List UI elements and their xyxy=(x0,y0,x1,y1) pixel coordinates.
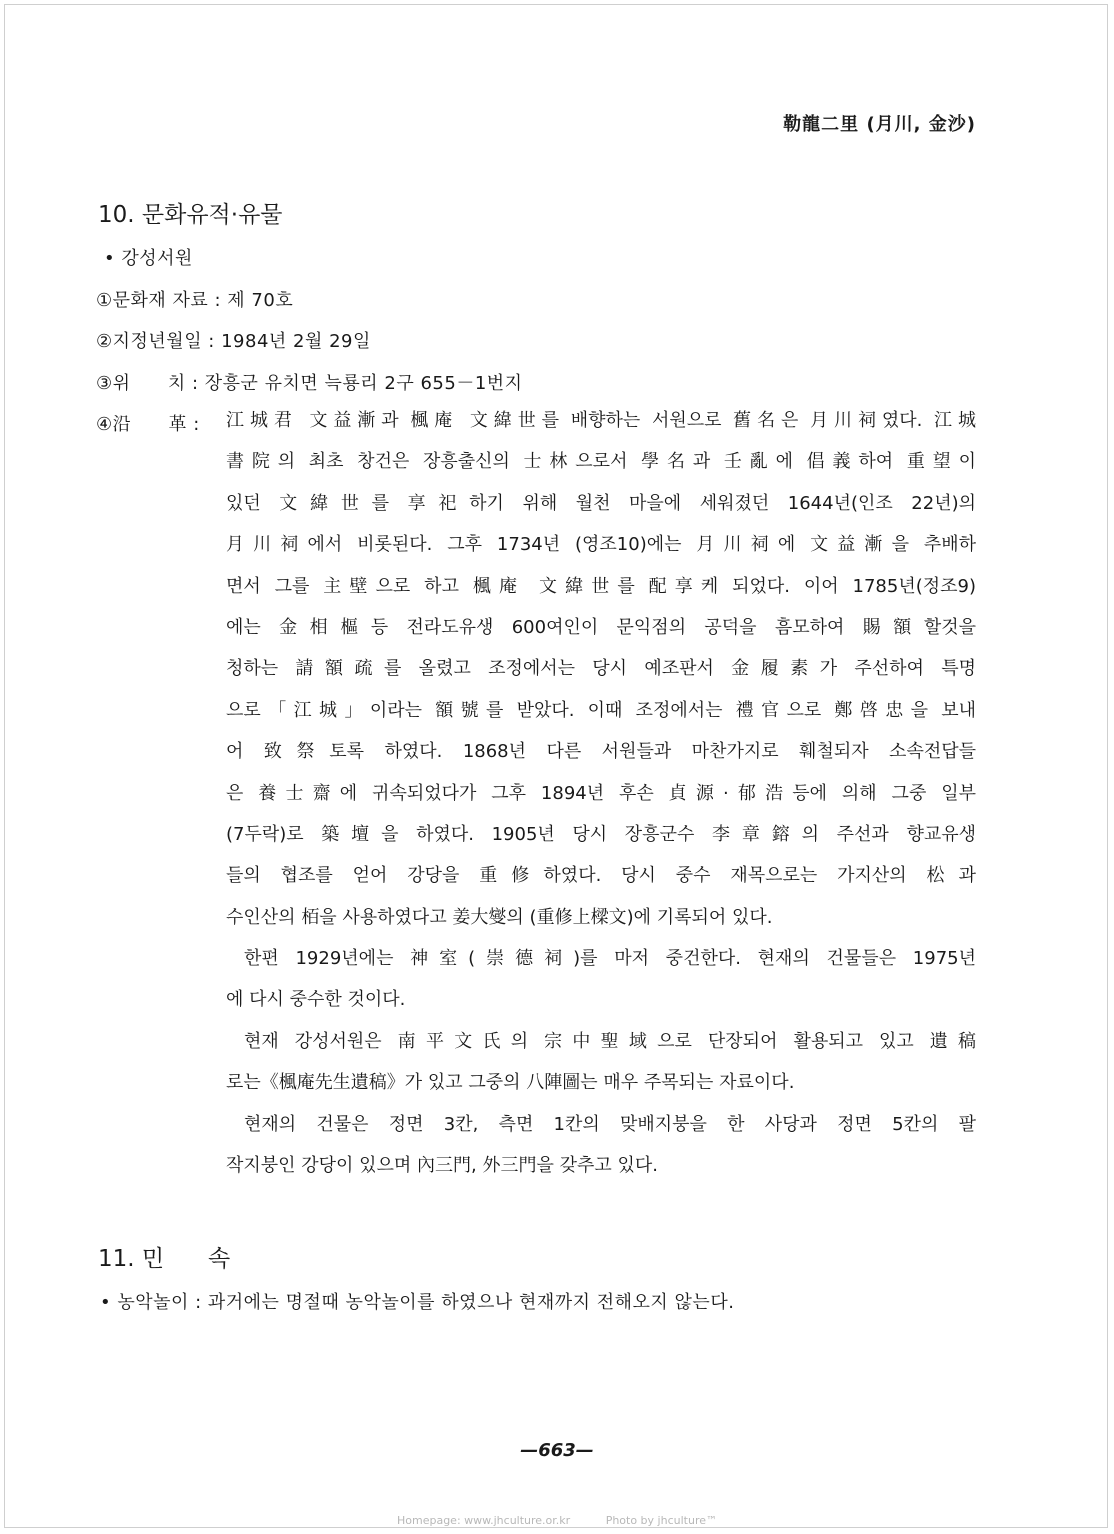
paragraph-line: 로는《楓庵先生遺稿》가 있고 그중의 八陣圖는 매우 주목되는 자료이다. xyxy=(226,1072,795,1094)
paragraph-line: 은 養士齋에 귀속되었다가 그후 1894년 후손 貞源·郁浩등에 의해 그중 일부 xyxy=(226,782,976,804)
paragraph-line: 작지붕인 강당이 있으며 內三門, 外三門을 갖추고 있다. xyxy=(226,1155,658,1177)
item-4-label: ④沿 革 : xyxy=(96,414,200,435)
paragraph-line: 으로「江城」이라는 額號를 받았다. 이때 조정에서는 禮官으로 鄭啓忠을 보내 xyxy=(226,699,976,721)
paragraph-line: 면서 그를 主壁으로 하고 楓庵 文緯世를 配享케 되었다. 이어 1785년(정조9) xyxy=(226,575,976,597)
section-11-item: • 농악놀이 : 과거에는 명절때 농악놀이를 하였으나 현재까지 전해오지 않는다. xyxy=(100,1292,735,1313)
photo-credit xyxy=(0,1514,1114,1527)
paragraph-line: 현재 강성서원은 南平文氏의 宗中聖域으로 단장되어 활용되고 있고 遺稿 xyxy=(244,1030,976,1052)
paragraph-line: 어 致祭토록 하였다. 1868년 다른 서원들과 마찬가지로 훼철되자 소속전답들 xyxy=(226,741,976,763)
item-1: ①문화재 자료 : 제 70호 xyxy=(96,290,294,311)
paragraph-line: 청하는 請額疏를 올렸고 조정에서는 당시 예조판서 金履素가 주선하여 특명 xyxy=(226,658,976,680)
section-11-title: 11. 민 속 xyxy=(98,1246,231,1272)
paragraph-line: 에는 金相樞등 전라도유생 600여인이 문익점의 공덕을 흠모하여 賜額할것을 xyxy=(226,616,976,638)
section-10-subtitle: • 강성서원 xyxy=(104,248,193,269)
paragraph-line: 들의 협조를 얻어 강당을 重修하였다. 당시 중수 재목으로는 가지산의 松과 xyxy=(226,865,976,887)
paragraph-line: 에 다시 중수한 것이다. xyxy=(226,989,406,1011)
item-3: ③위 치 : 장흥군 유치면 늑룡리 2구 655－1번지 xyxy=(96,373,523,394)
section-10-title: 10. 문화유적·유물 xyxy=(98,202,283,228)
running-header: 勒龍二里 (月川, 金沙) xyxy=(783,114,976,135)
photo-by-credit: Photo by jhculture™ xyxy=(605,1514,717,1527)
paragraph-line: 있던 文緯世를 享祀하기 위해 월천 마을에 세워졌던 1644년(인조 22년)의 xyxy=(226,492,976,514)
item-4-paragraph xyxy=(226,400,976,1186)
paragraph-line: (7두락)로 築壇을 하였다. 1905년 당시 장흥군수 李章鎔의 주선과 향교유생 xyxy=(226,823,976,845)
item-2: ②지정년월일 : 1984년 2월 29일 xyxy=(96,331,371,352)
paragraph-line: 月川祠에서 비롯된다. 그후 1734년 (영조10)에는 月川祠에 文益漸을 추배하 xyxy=(226,534,976,556)
page-number: —663— xyxy=(520,1440,594,1461)
homepage-credit: Homepage: www.jhculture.or.kr xyxy=(396,1514,571,1527)
paragraph-line: 수인산의 栢을 사용하였다고 姜大燮의 (重修上樑文)에 기록되어 있다. xyxy=(226,906,773,928)
paragraph-line: 현재의 건물은 정면 3칸, 측면 1칸의 맞배지붕을 한 사당과 정면 5칸의 팔 xyxy=(244,1113,976,1135)
paragraph-line: 江城君 文益漸과 楓庵 文緯世를 배향하는 서원으로 舊名은 月川祠였다. 江城 xyxy=(226,410,976,431)
paragraph-line: 한편 1929년에는 神室(崇德祠)를 마저 중건한다. 현재의 건물들은 1975년 xyxy=(244,948,976,970)
paragraph-line: 書院의 최초 창건은 장흥출신의 士林으로서 學名과 壬亂에 倡義하여 重望이 xyxy=(226,451,976,473)
